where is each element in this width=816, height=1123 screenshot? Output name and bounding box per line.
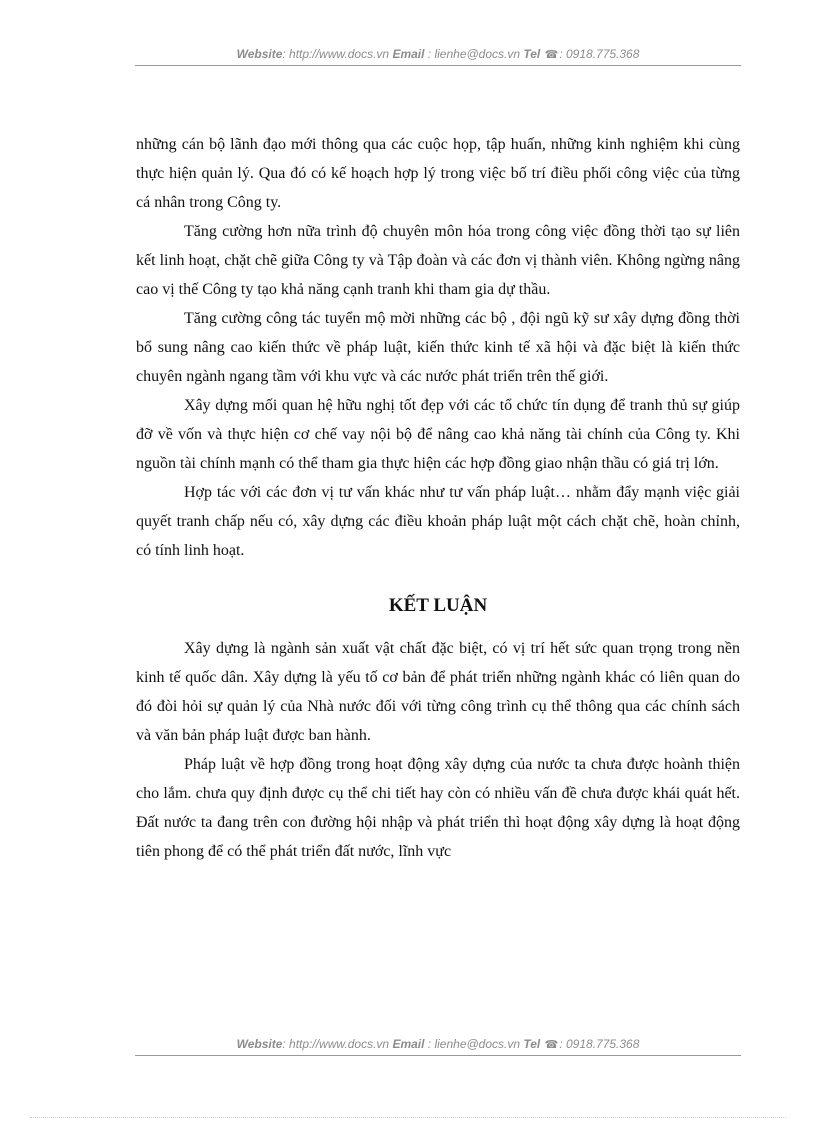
body-paragraph-4: Xây dựng mối quan hệ hữu nghị tốt đẹp với các tổ chức tín dụng để tranh thủ sự giúp đỡ về vốn và thực hiện cơ chế vay nội bộ để nâng cao khả năng tài chính của Công ty. Khi nguồn tài chính mạnh có thể tham gia thực hiện các hợp đồng giao nhận thầu có giá trị lớn.	[136, 397, 740, 472]
body-paragraph-1: những cán bộ lãnh đạo mới thông qua các cuộc họp, tập huấn, những kinh nghiệm khi cùng thực hiện quản lý. Qua đó có kế hoạch hợp lý trong việc bố trí điều phối công việc của từng cá nhân trong Công ty.	[136, 136, 740, 211]
footer-tel-value: : 0918.775.368	[559, 1037, 640, 1051]
body-paragraph-5: Hợp tác với các đơn vị tư vấn khác như tư vấn pháp luật… nhằm đẩy mạnh việc giải quyết tranh chấp nếu có, xây dựng các điều khoản pháp luật một cách chặt chẽ, hoàn chỉnh, có tính linh hoạt.	[136, 484, 740, 559]
header-tel-value: : 0918.775.368	[559, 47, 640, 61]
document-body	[136, 130, 740, 866]
header-website-link[interactable]: : http://www.docs.vn	[282, 47, 390, 61]
phone-icon: ☎	[544, 49, 559, 61]
footer-tel-label: Tel	[523, 1037, 541, 1051]
page-footer	[135, 1037, 741, 1056]
conclusion-paragraph-2: Pháp luật về hợp đồng trong hoạt động xây dựng của nước ta chưa được hoành thiện cho lắm. chưa quy định được cụ thể chi tiết hay còn có nhiều vấn đề chưa được khái quát hết. Đất nước ta đang trên con đường hội nhập và phát triển thì hoạt động xây dựng là hoạt động tiên phong để có thể phát triển đất nước, lĩnh vực	[136, 756, 740, 860]
conclusion-paragraph-1: Xây dựng là ngành sản xuất vật chất đặc biệt, có vị trí hết sức quan trọng trong nền kinh tế quốc dân. Xây dựng là yếu tố cơ bản để phát triển những ngành khác có liên quan do đó đòi hỏi sự quản lý của Nhà nước đối với từng công trình cụ thể thông qua các chính sách và văn bản pháp luật được ban hành.	[136, 640, 740, 744]
footer-email-link[interactable]: : lienhe@docs.vn	[427, 1037, 521, 1051]
footer-email-label: Email	[392, 1037, 425, 1051]
page-edge-divider	[30, 1117, 786, 1118]
conclusion-heading: KẾT LUẬN	[388, 595, 488, 616]
header-email-label: Email	[392, 47, 425, 61]
footer-website-link[interactable]: : http://www.docs.vn	[282, 1037, 390, 1051]
phone-icon: ☎	[544, 1039, 559, 1051]
page-header	[135, 47, 741, 66]
body-paragraph-2: Tăng cường hơn nữa trình độ chuyên môn hóa trong công việc đồng thời tạo sự liên kết linh hoạt, chặt chẽ giữa Công ty và Tập đoàn và các đơn vị thành viên. Không ngừng nâng cao vị thế Công ty tạo khả năng cạnh tranh khi tham gia dự thầu.	[136, 223, 740, 298]
footer-website-label: Website	[236, 1037, 283, 1051]
header-website-label: Website	[236, 47, 283, 61]
header-email-link[interactable]: : lienhe@docs.vn	[427, 47, 521, 61]
header-tel-label: Tel	[523, 47, 541, 61]
body-paragraph-3: Tăng cường công tác tuyển mộ mời những các bộ , đội ngũ kỹ sư xây dựng đồng thời bổ sung nâng cao kiến thức về pháp luật, kiến thức kinh tế xã hội và đặc biệt là kiến thức chuyên ngành ngang tầm với khu vực và các nước phát triển trên thế giới.	[136, 310, 740, 385]
